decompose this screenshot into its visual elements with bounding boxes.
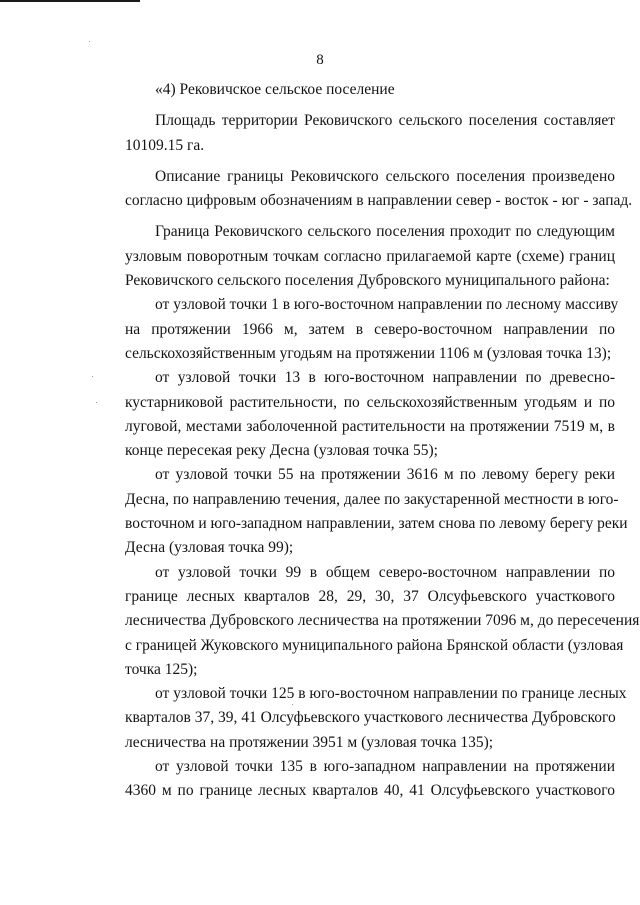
text-line: сельскохозяйственным угодьям на протяжении 1106 м (узловая точка 13); — [125, 344, 612, 362]
text-line: узловым поворотным точкам согласно прилагаемой карте (схеме) границ — [125, 247, 615, 265]
text-line: от узловой точки 13 в юго-восточном направлении по древесно- — [155, 369, 615, 387]
text-line: Десна, по направлению течения, далее по закустаренной местности в юго- — [125, 490, 619, 508]
text-line: от узловой точки 135 в юго-западном направлении на протяжении — [155, 758, 615, 776]
text-line: 10109.15 га. — [125, 136, 205, 154]
text-line: согласно цифровым обозначениям в направлении север - восток - юг - запад. — [125, 192, 633, 210]
scan-speck — [96, 402, 97, 403]
text-line: Рековичского сельского поселения Дубровского муниципального района: — [125, 272, 610, 290]
text-line: кустарниковой растительности, по сельскохозяйственным угодьям и по — [125, 393, 615, 411]
text-line: восточном и юго-западном направлении, затем снова по левому берегу реки — [125, 515, 628, 533]
text-line: от узловой точки 1 в юго-восточном направлении по лесному массиву — [155, 296, 619, 314]
text-line: границе лесных кварталов 28, 29, 30, 37 Олсуфьевского участкового — [125, 587, 615, 605]
section-heading: «4) Рековичское сельское поселение — [155, 81, 395, 98]
text-line: лесничества Дубровского лесничества на протяжении 7096 м, до пересечения — [125, 612, 640, 630]
text-line: на протяжении 1966 м, затем в северо-восточном направлении по — [125, 320, 615, 338]
text-line: 4360 м по границе лесных кварталов 40, 41 Олсуфьевского участкового — [125, 782, 615, 800]
top-edge-rule — [0, 0, 140, 2]
text-line: от узловой точки 55 на протяжении 3616 м по левому берегу реки — [155, 466, 615, 484]
page-number: 8 — [316, 52, 324, 68]
text-line: кварталов 37, 39, 41 Олсуфьевского участкового лесничества Дубровского — [125, 709, 616, 727]
text-line: Десна (узловая точка 99); — [125, 539, 294, 557]
text-line: Граница Рековичского сельского поселения проходит по следующим — [155, 223, 615, 241]
scan-speck — [89, 41, 90, 42]
text-line: точка 125); — [125, 660, 198, 678]
text-line: от узловой точки 125 в юго-восточном направлении по границе лесных — [155, 685, 627, 703]
text-line: Площадь территории Рековичского сельского поселения составляет — [155, 112, 615, 130]
text-line: конце пересекая реку Десна (узловая точка 55); — [125, 442, 438, 460]
text-line: луговой, местами заболоченной растительности на протяжении 7519 м, в — [125, 417, 615, 435]
text-line: с границей Жуковского муниципального района Брянской области (узловая — [125, 636, 624, 654]
document-body — [125, 78, 640, 804]
text-line: Описание границы Рековичского сельского поселения произведено — [155, 167, 615, 185]
text-line: лесничества на протяжении 3951 м (узловая точка 135); — [125, 733, 494, 751]
text-line: от узловой точки 99 в общем северо-восточном направлении по — [155, 563, 615, 581]
scan-speck — [92, 376, 93, 377]
